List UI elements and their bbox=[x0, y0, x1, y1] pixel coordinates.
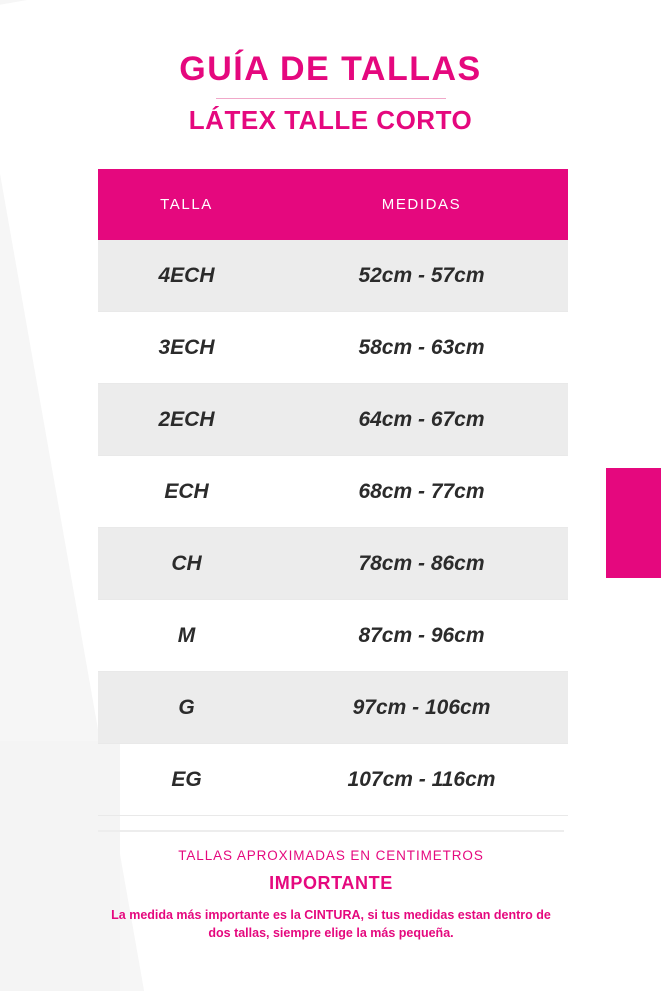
cell-size: 4ECH bbox=[98, 240, 275, 312]
cell-size: 3ECH bbox=[98, 312, 275, 384]
footer-divider bbox=[98, 830, 564, 832]
size-table bbox=[98, 169, 568, 816]
cell-size: G bbox=[98, 672, 275, 744]
cell-measure: 107cm - 116cm bbox=[275, 744, 568, 816]
cell-size: ECH bbox=[98, 456, 275, 528]
header-block bbox=[98, 0, 563, 136]
table-row bbox=[98, 744, 568, 816]
cell-measure: 58cm - 63cm bbox=[275, 312, 568, 384]
table-header-row bbox=[98, 169, 568, 240]
cell-size: CH bbox=[98, 528, 275, 600]
column-header-talla: TALLA bbox=[98, 169, 275, 240]
column-header-medidas: MEDIDAS bbox=[275, 169, 568, 240]
page-title: GUÍA DE TALLAS bbox=[179, 50, 482, 88]
cell-size: EG bbox=[98, 744, 275, 816]
cell-size: M bbox=[98, 600, 275, 672]
table-row bbox=[98, 456, 568, 528]
cell-measure: 52cm - 57cm bbox=[275, 240, 568, 312]
footer-block bbox=[98, 830, 564, 942]
cell-measure: 87cm - 96cm bbox=[275, 600, 568, 672]
cell-measure: 64cm - 67cm bbox=[275, 384, 568, 456]
title-divider bbox=[216, 98, 446, 99]
table-row bbox=[98, 240, 568, 312]
footer-advice-text: La medida más importante es la CINTURA, si tus medidas estan dentro de dos tallas, siempre elige la más pequeña. bbox=[111, 908, 551, 941]
footer-important-heading: IMPORTANTE bbox=[269, 873, 393, 894]
footer-note: TALLAS APROXIMADAS EN CENTIMETROS bbox=[178, 848, 484, 864]
cell-measure: 78cm - 86cm bbox=[275, 528, 568, 600]
cell-measure: 97cm - 106cm bbox=[275, 672, 568, 744]
table-row bbox=[98, 672, 568, 744]
page-subtitle: LÁTEX TALLE CORTO bbox=[188, 105, 473, 136]
table-row bbox=[98, 312, 568, 384]
cell-size: 2ECH bbox=[98, 384, 275, 456]
table-row bbox=[98, 600, 568, 672]
table-row bbox=[98, 384, 568, 456]
cell-measure: 68cm - 77cm bbox=[275, 456, 568, 528]
table-row bbox=[98, 528, 568, 600]
